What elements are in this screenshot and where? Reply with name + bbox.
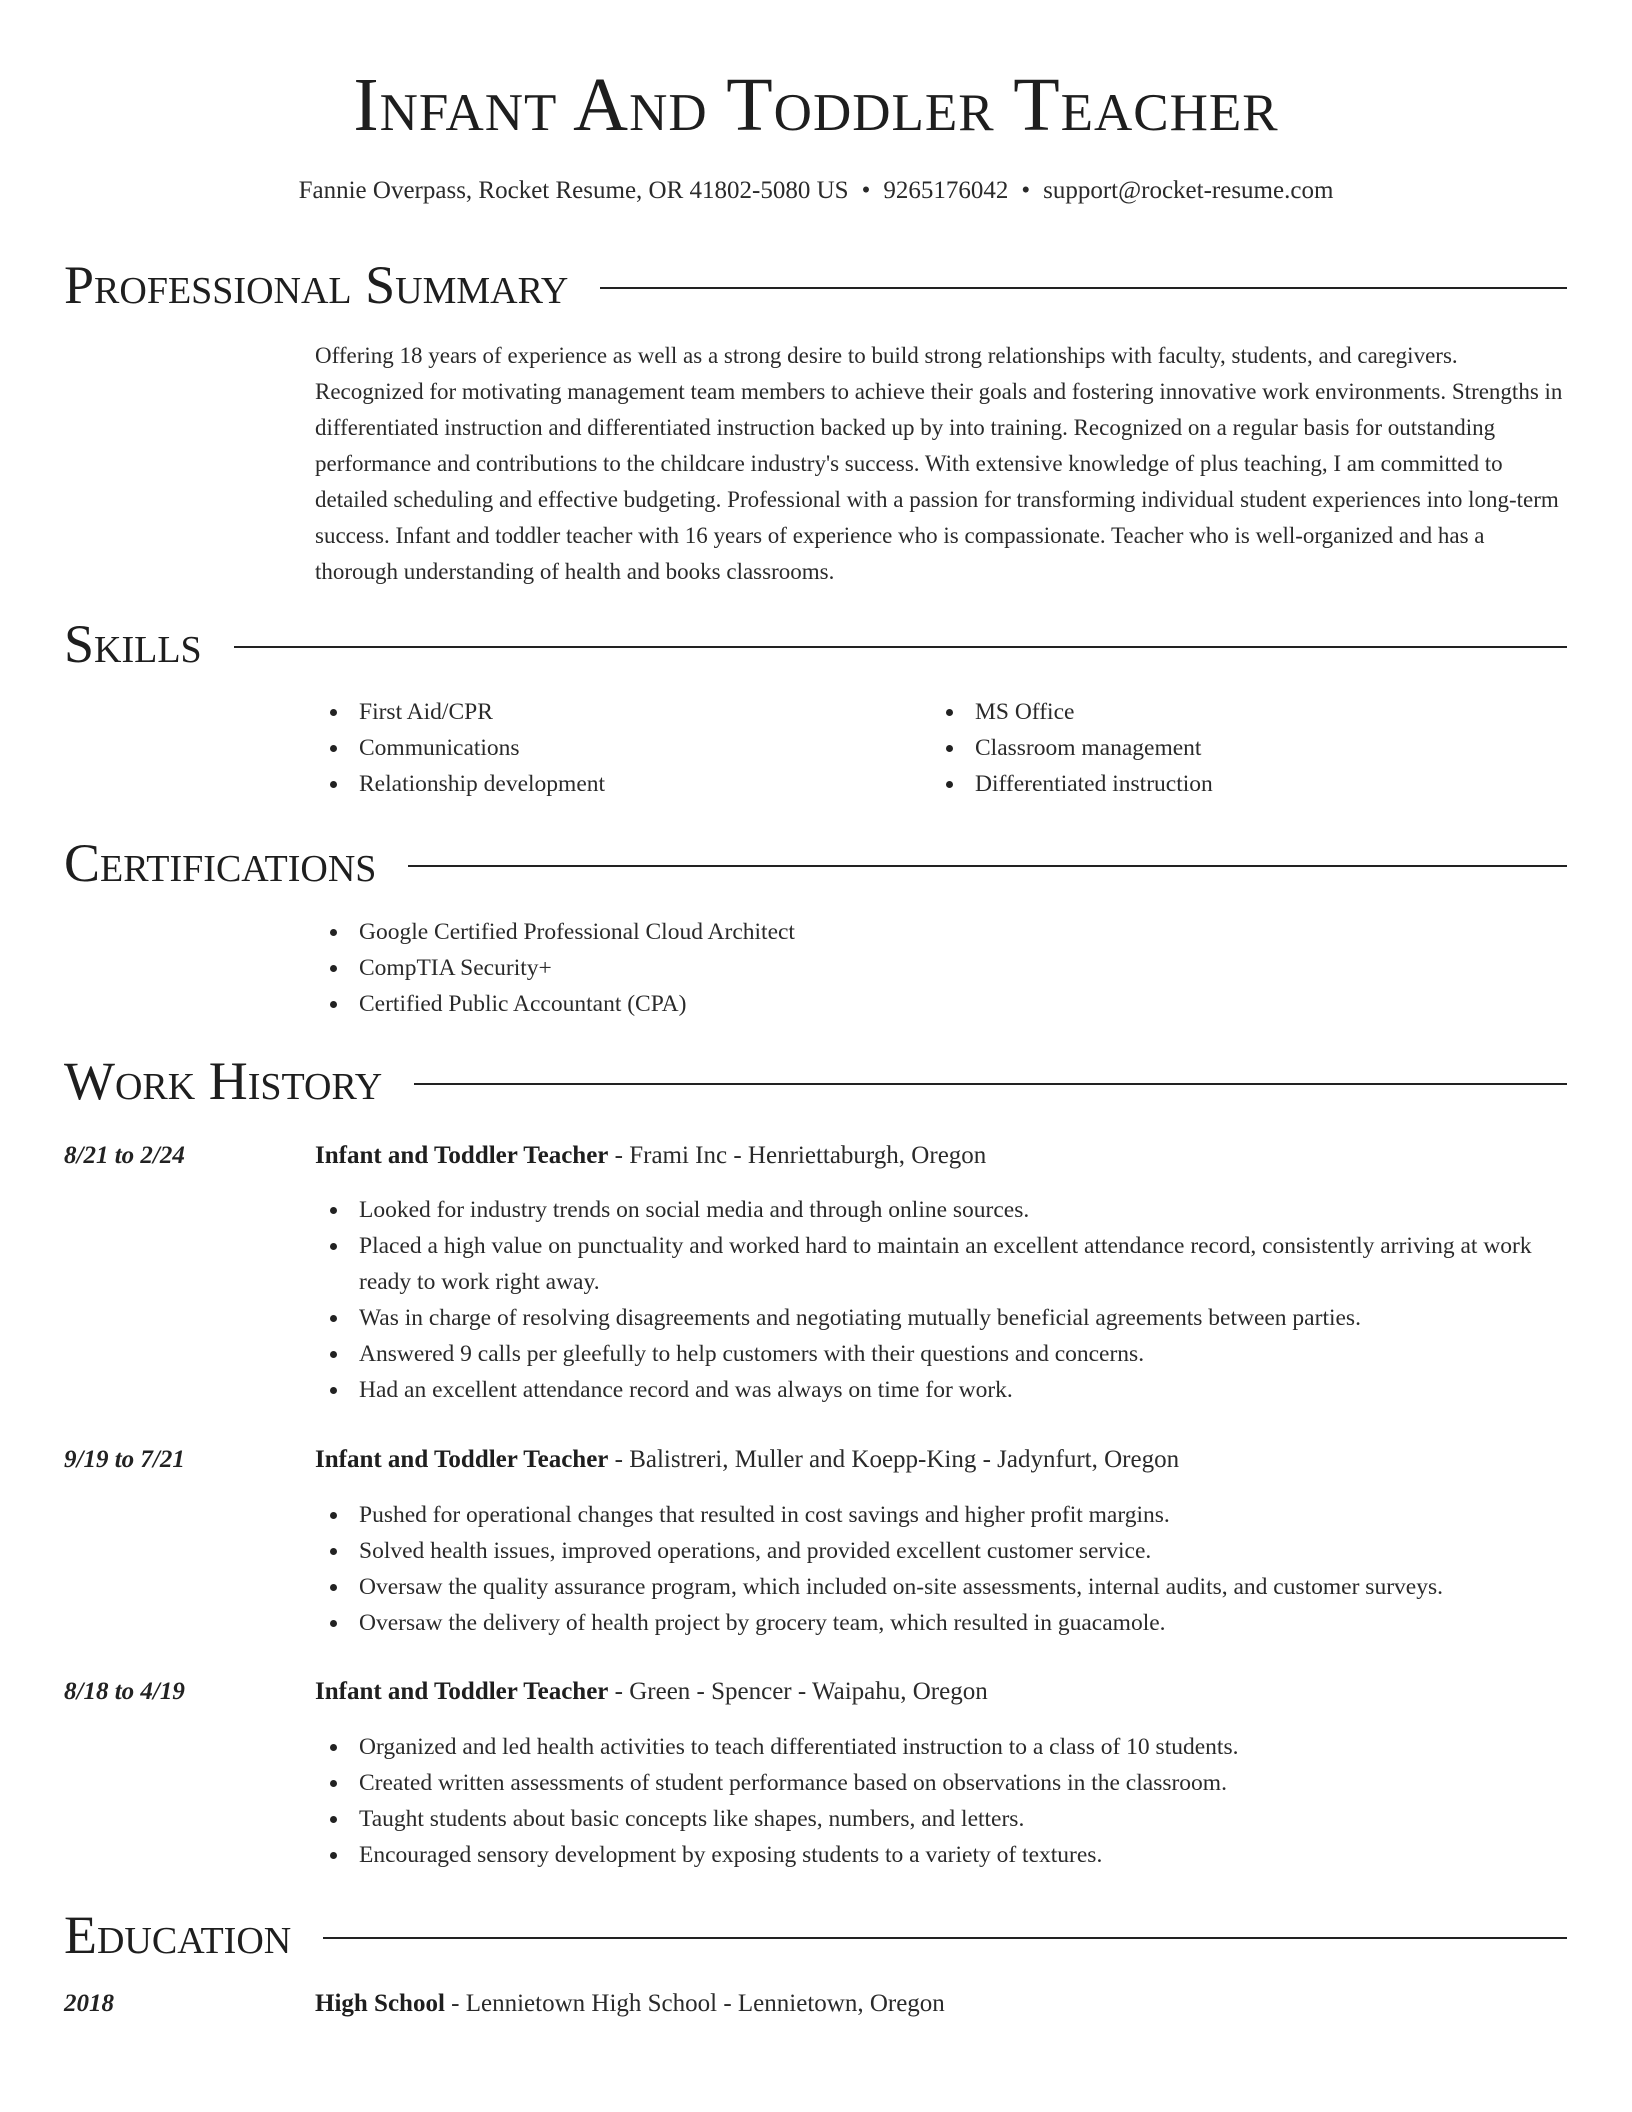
job-bullet: Created written assessments of student performance based on observations in the classroom. — [315, 1765, 1569, 1801]
summary-heading: Professional Summary — [64, 255, 569, 315]
contact-address: Fannie Overpass, Rocket Resume, OR 41802-5080 US — [298, 177, 849, 204]
contact-phone: 9265176042 — [883, 177, 1009, 204]
education-heading: Education — [64, 1905, 292, 1965]
contact-line — [0, 174, 1632, 208]
section-divider — [600, 287, 1567, 289]
job-title: Infant and Toddler Teacher — [315, 1446, 609, 1473]
job-bullet: Oversaw the delivery of health project by grocery team, which resulted in guacamole. — [315, 1605, 1569, 1641]
skills-heading: Skills — [64, 614, 202, 674]
skill-item: Classroom management — [931, 730, 1531, 766]
summary-text: Offering 18 years of experience as well as a strong desire to build strong relationships with faculty, students, and caregivers. Recognized for motivating management team members to achieve their goals and fostering innovative work environments. Strengths in differentiated instruction and differentiated instruction backed up by into training. Recognized on a regular basis for outstanding performance and contributions to the childcare industry's success. With extensive knowledge of plus teaching, I am committed to detailed scheduling and effective budgeting. Professional with a passion for transforming individual student experiences into long-term success. Infant and toddler teacher with 16 years of experience who is compassionate. Teacher who is well-organized and has a thorough understanding of health and books classrooms. — [315, 343, 1563, 584]
certification-item: CompTIA Security+ — [315, 950, 1569, 986]
skill-item: Differentiated instruction — [931, 766, 1531, 802]
certifications-section-header — [64, 830, 1567, 896]
certification-item: Google Certified Professional Cloud Architect — [315, 914, 1569, 950]
skills-list-left — [315, 694, 915, 802]
contact-separator: • — [1021, 177, 1031, 204]
job-bullet: Answered 9 calls per gleefully to help customers with their questions and concerns. — [315, 1336, 1569, 1372]
contact-email: support@rocket-resume.com — [1043, 177, 1334, 204]
job-title: Infant and Toddler Teacher — [315, 1142, 609, 1169]
education-section-header — [64, 1902, 1567, 1968]
skill-item: Relationship development — [315, 766, 915, 802]
resume-title: Infant And Toddler Teacher — [353, 63, 1279, 147]
work-history-section-header — [64, 1048, 1567, 1114]
skills-section-header — [64, 611, 1567, 677]
work-history-heading: Work History — [64, 1051, 383, 1111]
job-bullets — [315, 1497, 1569, 1641]
job-dates: 8/21 to 2/24 — [64, 1142, 185, 1169]
job-bullet: Solved health issues, improved operations, and provided excellent customer service. — [315, 1533, 1569, 1569]
job-dates: 9/19 to 7/21 — [64, 1446, 185, 1473]
education-line — [315, 1986, 1569, 2022]
job-bullets — [315, 1192, 1569, 1408]
job-employer-location: - Frami Inc - Henriettaburgh, Oregon — [608, 1142, 987, 1169]
skill-item: First Aid/CPR — [315, 694, 915, 730]
job-bullet: Was in charge of resolving disagreements and negotiating mutually beneficial agreements between parties. — [315, 1300, 1569, 1336]
job-employer-location: - Balistreri, Muller and Koepp-King - Jadynfurt, Oregon — [608, 1446, 1180, 1473]
job-bullet: Encouraged sensory development by exposing students to a variety of textures. — [315, 1837, 1569, 1873]
job-heading — [315, 1442, 1569, 1478]
skill-item: MS Office — [931, 694, 1531, 730]
job-dates: 8/18 to 4/19 — [64, 1678, 185, 1705]
certifications-list — [315, 914, 1569, 1022]
job-bullet: Looked for industry trends on social media and through online sources. — [315, 1192, 1569, 1228]
contact-separator: • — [861, 177, 871, 204]
job-title: Infant and Toddler Teacher — [315, 1678, 609, 1705]
section-divider — [234, 646, 1567, 648]
certifications-heading: Certifications — [64, 833, 377, 893]
section-divider — [323, 1937, 1567, 1939]
job-bullet: Organized and led health activities to teach differentiated instruction to a class of 10 students. — [315, 1729, 1569, 1765]
job-employer-location: - Green - Spencer - Waipahu, Oregon — [608, 1678, 988, 1705]
summary-section-header — [64, 252, 1567, 318]
job-bullet: Taught students about basic concepts like shapes, numbers, and letters. — [315, 1801, 1569, 1837]
job-bullet: Pushed for operational changes that resulted in cost savings and higher profit margins. — [315, 1497, 1569, 1533]
certification-item: Certified Public Accountant (CPA) — [315, 986, 1569, 1022]
job-bullet: Had an excellent attendance record and was always on time for work. — [315, 1372, 1569, 1408]
section-divider — [414, 1083, 1567, 1085]
job-heading — [315, 1674, 1569, 1710]
job-bullets — [315, 1729, 1569, 1873]
skills-list-right — [931, 694, 1531, 802]
job-heading — [315, 1138, 1569, 1174]
job-bullet: Oversaw the quality assurance program, which included on-site assessments, internal audits, and customer surveys. — [315, 1569, 1569, 1605]
education-school-location: - Lennietown High School - Lennietown, Oregon — [444, 1990, 945, 2017]
section-divider — [408, 865, 1567, 867]
education-year: 2018 — [64, 1990, 114, 2017]
skill-item: Communications — [315, 730, 915, 766]
education-degree: High School — [315, 1990, 445, 2017]
job-bullet: Placed a high value on punctuality and worked hard to maintain an excellent attendance record, consistently arriving at work ready to work right away. — [315, 1228, 1569, 1300]
